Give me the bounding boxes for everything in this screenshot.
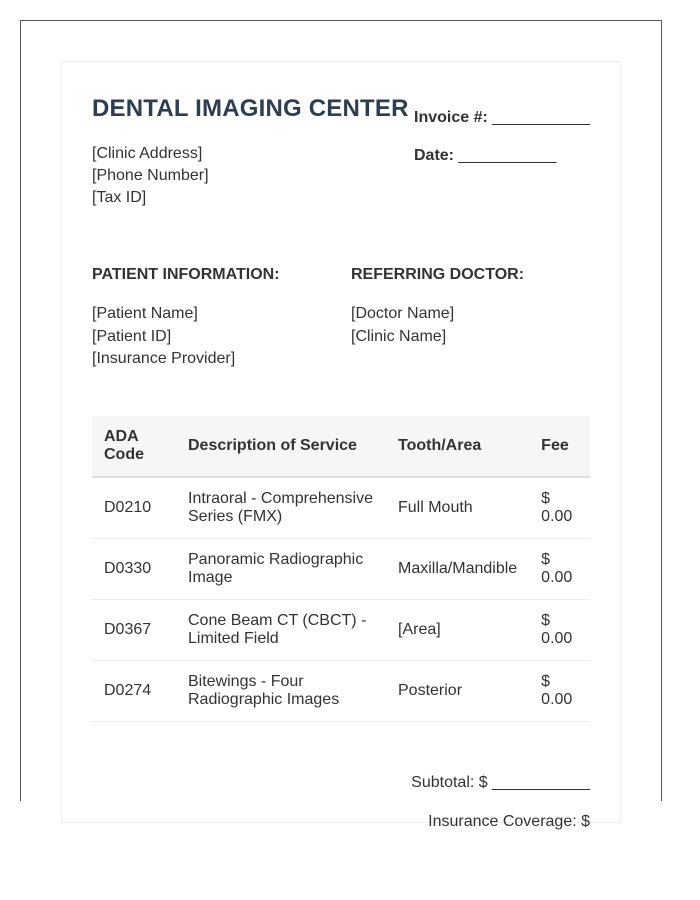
invoice-date-blank: ___________	[458, 147, 557, 164]
row-description: Bitewings - Four Radiographic Images	[176, 661, 386, 722]
insurance-coverage-line: Insurance Coverage: $	[428, 813, 590, 830]
referring-doctor-info	[351, 303, 454, 348]
subtotal-line: Subtotal: $ ___________	[411, 774, 590, 791]
invoice-date-label: Date:	[414, 147, 455, 164]
row-area: [Area]	[386, 600, 529, 661]
invoice-number-line	[414, 109, 590, 127]
clinic-address: [Clinic Address]	[92, 145, 203, 162]
invoice-number-label: Invoice #:	[414, 109, 488, 126]
doctor-name: [Doctor Name]	[351, 305, 455, 322]
patient-name: [Patient Name]	[92, 305, 198, 322]
row-fee: $ 0.00	[529, 661, 590, 722]
row-fee: $ 0.00	[529, 600, 590, 661]
clinic-name: DENTAL IMAGING CENTER	[92, 95, 409, 122]
invoice-page	[61, 61, 621, 830]
table-row	[92, 539, 590, 600]
doctor-clinic: [Clinic Name]	[351, 327, 447, 345]
clinic-details	[92, 143, 209, 209]
patient-insurance: [Insurance Provider]	[92, 350, 236, 367]
row-fee: $ 0.00	[529, 477, 590, 539]
header-fee: Fee	[529, 416, 590, 477]
services-table	[92, 416, 590, 722]
row-code: D0367	[92, 600, 176, 661]
header-ada-code: ADA Code	[92, 416, 176, 477]
row-area: Maxilla/Mandible	[386, 539, 529, 600]
header-description: Description of Service	[176, 416, 386, 477]
header-tooth-area: Tooth/Area	[386, 416, 529, 477]
table-row	[92, 600, 590, 661]
row-description: Intraoral - Comprehensive Series (FMX)	[176, 477, 386, 539]
clinic-phone: [Phone Number]	[92, 167, 209, 184]
row-code: D0330	[92, 539, 176, 600]
patient-id: [Patient ID]	[92, 327, 172, 345]
row-code: D0210	[92, 477, 176, 539]
patient-info-heading: PATIENT INFORMATION:	[92, 266, 280, 283]
table-row	[92, 477, 590, 539]
row-area: Full Mouth	[386, 477, 529, 539]
table-header-row	[92, 416, 590, 477]
invoice-date-line	[414, 147, 556, 165]
row-code: D0274	[92, 661, 176, 722]
referring-doctor-heading: REFERRING DOCTOR:	[351, 266, 525, 283]
invoice-number-blank: ___________	[492, 109, 591, 126]
row-description: Panoramic Radiographic Image	[176, 539, 386, 600]
clinic-tax-id: [Tax ID]	[92, 189, 147, 206]
patient-info	[92, 303, 235, 371]
row-description: Cone Beam CT (CBCT) - Limited Field	[176, 600, 386, 661]
table-row	[92, 661, 590, 722]
row-area: Posterior	[386, 661, 529, 722]
row-fee: $ 0.00	[529, 539, 590, 600]
document-frame	[20, 20, 662, 830]
